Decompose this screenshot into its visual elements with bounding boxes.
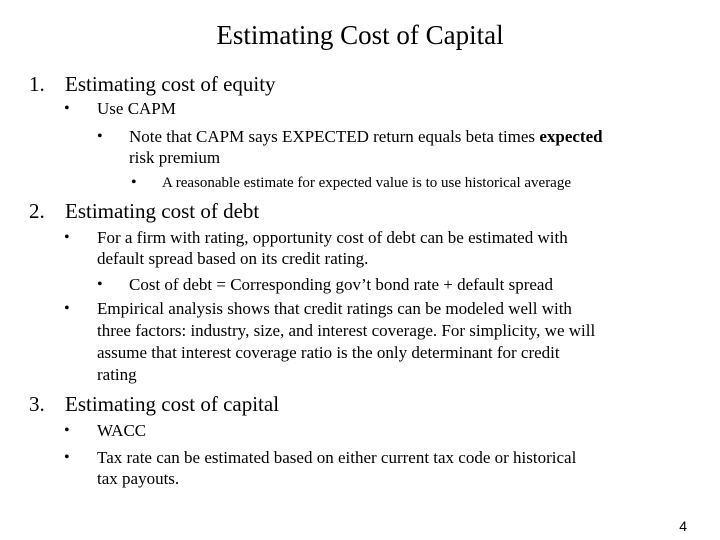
slide-title: Estimating Cost of Capital	[216, 20, 504, 50]
bullet-text: Use CAPM	[97, 99, 176, 118]
bullet-text-line-2: tax payouts.	[97, 469, 180, 488]
sub-bullet-text-line-2: risk premium	[129, 148, 221, 167]
bullet-symbol: •	[64, 100, 70, 117]
sub-bullet-text-line-1	[129, 127, 603, 147]
bullet-text-line-2: three factors: industry, size, and interest coverage. For simplicity, we will	[97, 321, 596, 340]
bullet-text-line-3: assume that interest coverage ratio is the only determinant for credit	[97, 343, 560, 362]
section-2-heading: Estimating cost of debt	[65, 199, 260, 223]
bullet-symbol: •	[64, 422, 70, 439]
section-1-number: 1.	[29, 72, 45, 96]
section-1-heading: Estimating cost of equity	[65, 72, 276, 96]
sub-bullet-text-bold: expected	[539, 127, 603, 146]
sub-sub-bullet-symbol: •	[131, 174, 137, 191]
page-number: 4	[679, 518, 687, 534]
bullet-text-line-1: Empirical analysis shows that credit ratings can be modeled well with	[97, 299, 572, 318]
sub-bullet-text-regular: Note that CAPM says EXPECTED return equals beta times	[129, 127, 540, 146]
bullet-symbol: •	[64, 229, 70, 246]
bullet-text-line-1: Tax rate can be estimated based on either current tax code or historical	[97, 448, 577, 467]
sub-bullet-text: Cost of debt = Corresponding gov’t bond rate + default spread	[129, 275, 553, 294]
bullet-text-line-2: default spread based on its credit rating.	[97, 249, 369, 268]
bullet-text-line-4: rating	[97, 365, 137, 384]
sub-sub-bullet-text: A reasonable estimate for expected value is to use historical average	[162, 175, 571, 191]
section-3-heading: Estimating cost of capital	[65, 392, 280, 416]
sub-bullet-symbol: •	[97, 276, 103, 293]
bullet-text: WACC	[97, 421, 147, 440]
section-2-number: 2.	[29, 199, 45, 223]
bullet-text-line-1: For a firm with rating, opportunity cost of debt can be estimated with	[97, 228, 568, 247]
bullet-symbol: •	[64, 449, 70, 466]
section-3-number: 3.	[29, 392, 45, 416]
sub-bullet-symbol: •	[97, 128, 103, 145]
bullet-symbol: •	[64, 300, 70, 317]
